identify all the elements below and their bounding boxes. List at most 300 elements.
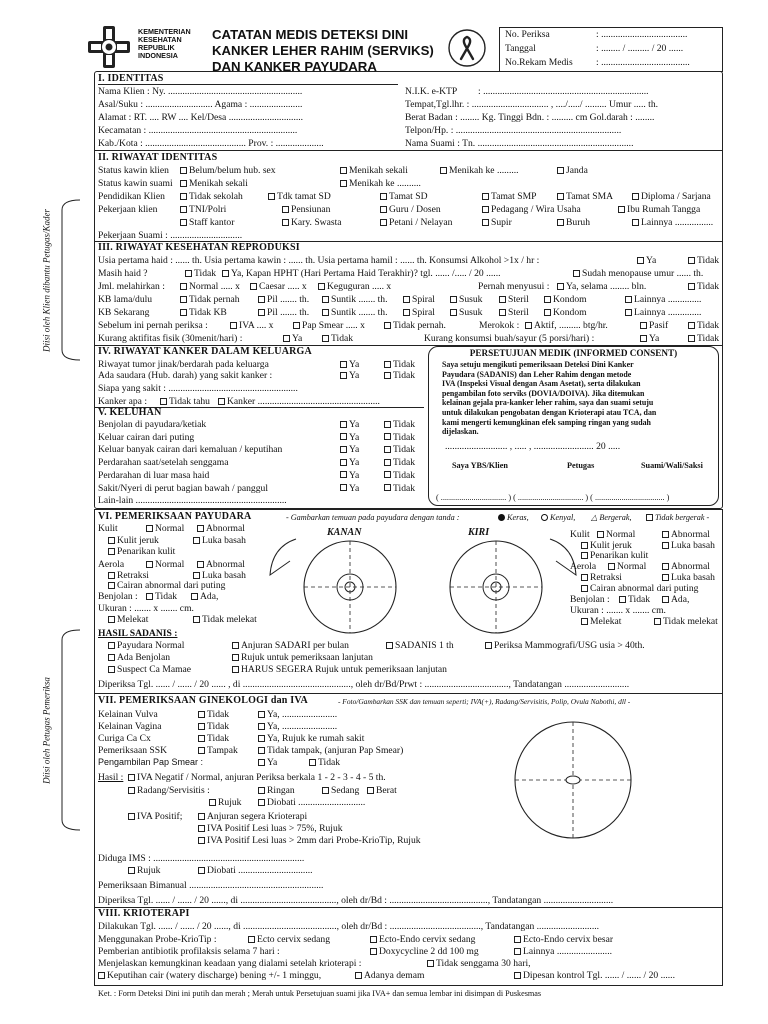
opt-pap-tidak[interactable] bbox=[309, 757, 340, 768]
opt-lainnya-pekerjaan[interactable] bbox=[632, 217, 713, 228]
checkbox[interactable] bbox=[581, 574, 588, 581]
breast-diagram-right[interactable] bbox=[262, 535, 422, 635]
opt-tidak-tahu[interactable] bbox=[160, 396, 210, 407]
checkbox[interactable] bbox=[384, 471, 391, 478]
opt-menikah-ke[interactable] bbox=[440, 165, 519, 176]
opt-aktif-tidak[interactable] bbox=[322, 333, 353, 344]
checkbox[interactable] bbox=[258, 296, 265, 303]
opt-lesi-2mm[interactable] bbox=[198, 835, 421, 846]
checkbox[interactable] bbox=[662, 596, 669, 603]
nama-klien-field[interactable]: Nama Klien : Ny. ........................................................ bbox=[98, 86, 303, 97]
checkbox[interactable] bbox=[108, 666, 115, 673]
checkbox[interactable] bbox=[185, 270, 192, 277]
checkbox[interactable] bbox=[230, 322, 237, 329]
opt-keluhan-ya[interactable] bbox=[340, 432, 359, 443]
opt-keluhan-tidak[interactable] bbox=[384, 432, 415, 443]
opt-harus-rujuk[interactable] bbox=[232, 664, 447, 675]
checkbox[interactable] bbox=[525, 322, 532, 329]
opt-anjuran-sadari[interactable] bbox=[232, 640, 349, 651]
checkbox[interactable] bbox=[282, 206, 289, 213]
checkbox[interactable] bbox=[258, 747, 265, 754]
checkbox[interactable] bbox=[632, 219, 639, 226]
checkbox[interactable] bbox=[180, 193, 187, 200]
checkbox[interactable] bbox=[485, 642, 492, 649]
checkbox[interactable] bbox=[499, 309, 506, 316]
checkbox[interactable] bbox=[293, 322, 300, 329]
opt-luka-basah2-right[interactable] bbox=[662, 572, 715, 583]
checkbox[interactable] bbox=[482, 219, 489, 226]
opt-antibiotik-lainnya[interactable] bbox=[514, 946, 612, 957]
opt-keguguran[interactable] bbox=[318, 281, 391, 292]
checkbox[interactable] bbox=[197, 561, 204, 568]
checkbox[interactable] bbox=[180, 206, 187, 213]
opt-keputihan[interactable] bbox=[98, 970, 321, 981]
opt-menikah-sekali[interactable] bbox=[340, 165, 408, 176]
berat-tinggi-field[interactable]: Berat Badan : ........ Kg. Tinggi Bdn. : ......... cm Gol.darah : ........ bbox=[405, 112, 655, 123]
checkbox[interactable] bbox=[619, 596, 626, 603]
checkbox[interactable] bbox=[573, 270, 580, 277]
opt-normal[interactable] bbox=[180, 281, 240, 292]
checkbox[interactable] bbox=[209, 799, 216, 806]
checkbox[interactable] bbox=[386, 642, 393, 649]
opt-sadanis-1th[interactable] bbox=[386, 640, 454, 651]
ginekologi-diperiksa-field[interactable]: Diperiksa Tgl. ...... / ...... / 20 ......, di ........................................, oleh dr/Bd : ........................................., Tandatangan ............................. bbox=[98, 895, 614, 906]
opt-dipesan-kontrol[interactable] bbox=[514, 970, 675, 981]
opt-penarikan-left[interactable] bbox=[108, 546, 175, 557]
checkbox[interactable] bbox=[268, 193, 275, 200]
opt-vulva-ya[interactable] bbox=[258, 709, 337, 720]
checkbox[interactable] bbox=[637, 257, 644, 264]
checkbox[interactable] bbox=[514, 948, 521, 955]
opt-menyusui-ya[interactable] bbox=[557, 281, 646, 292]
checkbox[interactable] bbox=[370, 948, 377, 955]
opt-benjolan-tidak-right[interactable] bbox=[619, 594, 650, 605]
opt-alkohol-tidak[interactable] bbox=[688, 255, 719, 266]
checkbox[interactable] bbox=[370, 936, 377, 943]
checkbox[interactable] bbox=[218, 398, 225, 405]
checkbox[interactable] bbox=[482, 206, 489, 213]
opt-benjolan-tidak-left[interactable] bbox=[146, 591, 177, 602]
bimanual-field[interactable]: Pemeriksaan Bimanual ........................................................ bbox=[98, 880, 324, 891]
opt-tidak-melekat-right[interactable] bbox=[654, 616, 718, 627]
checkbox[interactable] bbox=[340, 421, 347, 428]
checkbox[interactable] bbox=[198, 813, 205, 820]
opt-demam[interactable] bbox=[355, 970, 424, 981]
checkbox[interactable] bbox=[108, 654, 115, 661]
checkbox[interactable] bbox=[662, 531, 669, 538]
dilakukan-field[interactable]: Dilakukan Tgl. ...... / ...... / 20 ......, di ......................................., oleh dr/Bd : ......................................, Tandatangan .......................... bbox=[98, 921, 600, 932]
checkbox[interactable] bbox=[514, 936, 521, 943]
opt-aktif-ya[interactable] bbox=[283, 333, 302, 344]
opt-kb-suntik[interactable] bbox=[322, 294, 388, 305]
opt-ringan[interactable] bbox=[258, 785, 295, 796]
opt-suami-menikah-sekali[interactable] bbox=[180, 178, 248, 189]
checkbox[interactable] bbox=[146, 525, 153, 532]
opt-vulva-tidak[interactable] bbox=[198, 709, 229, 720]
siapa-sakit-field[interactable]: Siapa yang sakit : ...................................................... bbox=[98, 383, 298, 394]
no-rekam-field[interactable]: : ..................................... bbox=[596, 57, 690, 68]
opt-alkohol-ya[interactable] bbox=[637, 255, 656, 266]
pekerjaan-suami-field[interactable]: Pekerjaan Suami : .............................. bbox=[98, 230, 243, 241]
checkbox[interactable] bbox=[309, 759, 316, 766]
opt-tdk-tamat-sd[interactable] bbox=[268, 191, 331, 202]
opt-ada-benjolan[interactable] bbox=[108, 652, 170, 663]
opt-keluhan-ya[interactable] bbox=[340, 470, 359, 481]
opt-petani[interactable] bbox=[380, 217, 452, 228]
opt-keluhan-tidak[interactable] bbox=[384, 470, 415, 481]
opt-kbs-lainnya[interactable] bbox=[625, 307, 701, 318]
checkbox[interactable] bbox=[450, 296, 457, 303]
checkbox[interactable] bbox=[688, 322, 695, 329]
checkbox[interactable] bbox=[197, 525, 204, 532]
checkbox[interactable] bbox=[514, 972, 521, 979]
checkbox[interactable] bbox=[128, 867, 135, 874]
opt-curiga-ya-rujuk[interactable] bbox=[258, 733, 364, 744]
checkbox[interactable] bbox=[198, 723, 205, 730]
checkbox[interactable] bbox=[180, 296, 187, 303]
tanggal-field[interactable]: : ........ / ......... / 20 ...... bbox=[596, 43, 684, 54]
checkbox[interactable] bbox=[198, 867, 205, 874]
opt-berat[interactable] bbox=[367, 785, 397, 796]
opt-pap-ya[interactable] bbox=[258, 757, 277, 768]
opt-kb-susuk[interactable] bbox=[450, 294, 482, 305]
checkbox[interactable] bbox=[128, 774, 135, 781]
checkbox[interactable] bbox=[544, 309, 551, 316]
checkbox[interactable] bbox=[688, 283, 695, 290]
checkbox[interactable] bbox=[340, 167, 347, 174]
checkbox[interactable] bbox=[146, 593, 153, 600]
opt-kulit-normal-left[interactable] bbox=[146, 523, 184, 534]
opt-supir[interactable] bbox=[482, 217, 512, 228]
checkbox[interactable] bbox=[232, 666, 239, 673]
opt-kulit-jeruk-left[interactable] bbox=[108, 535, 159, 546]
checkbox[interactable] bbox=[322, 309, 329, 316]
opt-tidak-sekolah[interactable] bbox=[180, 191, 243, 202]
opt-ssk-tidak-tampak[interactable] bbox=[258, 745, 403, 756]
checkbox[interactable] bbox=[557, 193, 564, 200]
checkbox[interactable] bbox=[499, 296, 506, 303]
opt-kbs-steril[interactable] bbox=[499, 307, 529, 318]
tempat-tgl-lahir-field[interactable]: Tempat,Tgl.lhr. : ................................ , ..../...../ ......... Umur ..... th. bbox=[405, 99, 659, 110]
checkbox[interactable] bbox=[427, 960, 434, 967]
opt-radang-diobati[interactable] bbox=[258, 797, 365, 808]
opt-haid-tidak[interactable] bbox=[185, 268, 216, 279]
opt-suami-menikah-ke[interactable] bbox=[340, 178, 421, 189]
opt-luka-basah-right[interactable] bbox=[662, 540, 715, 551]
opt-rujuk-lanjutan[interactable] bbox=[232, 652, 373, 663]
checkbox[interactable] bbox=[108, 537, 115, 544]
checkbox[interactable] bbox=[384, 372, 391, 379]
checkbox[interactable] bbox=[180, 283, 187, 290]
opt-pap-smear[interactable] bbox=[293, 320, 365, 331]
breast-diagram-left[interactable] bbox=[424, 535, 584, 635]
opt-keluhan-ya[interactable] bbox=[340, 419, 359, 430]
checkbox[interactable] bbox=[440, 167, 447, 174]
checkbox[interactable] bbox=[367, 787, 374, 794]
opt-kb-pil[interactable] bbox=[258, 294, 309, 305]
opt-tamat-sma[interactable] bbox=[557, 191, 613, 202]
checkbox[interactable] bbox=[544, 296, 551, 303]
opt-cairan-left[interactable] bbox=[108, 580, 225, 591]
checkbox[interactable] bbox=[632, 193, 639, 200]
checkbox[interactable] bbox=[193, 616, 200, 623]
checkbox[interactable] bbox=[654, 618, 661, 625]
checkbox[interactable] bbox=[322, 335, 329, 342]
checkbox[interactable] bbox=[380, 193, 387, 200]
checkbox[interactable] bbox=[380, 206, 387, 213]
opt-staff-kantor[interactable] bbox=[180, 217, 234, 228]
checkbox[interactable] bbox=[640, 335, 647, 342]
checkbox[interactable] bbox=[180, 309, 187, 316]
checkbox[interactable] bbox=[581, 585, 588, 592]
opt-aerola-normal-right[interactable] bbox=[608, 561, 646, 572]
checkbox[interactable] bbox=[193, 537, 200, 544]
checkbox[interactable] bbox=[340, 459, 347, 466]
consent-date-field[interactable]: .......................... , ..... , ......................... 20 ..... bbox=[445, 441, 621, 452]
opt-kb-steril[interactable] bbox=[499, 294, 529, 305]
opt-menopause[interactable] bbox=[573, 268, 703, 279]
payudara-diperiksa-field[interactable]: Diperiksa Tgl. ...... / ...... / 20 ...... , di ............................................., oleh dr/Bd/Prwt : ..................................., Tandatangan ........................... bbox=[98, 679, 630, 690]
opt-ibu-rumah-tangga[interactable] bbox=[618, 204, 700, 215]
opt-saudara-tidak[interactable] bbox=[384, 370, 415, 381]
opt-tumor-tidak[interactable] bbox=[384, 359, 415, 370]
checkbox[interactable] bbox=[232, 642, 239, 649]
lain-lain-field[interactable]: Lain-lain ............................................................... bbox=[98, 495, 287, 506]
checkbox[interactable] bbox=[258, 723, 265, 730]
opt-rokok-tidak[interactable] bbox=[688, 320, 719, 331]
opt-kulit-abnormal-left[interactable] bbox=[197, 523, 245, 534]
ukuran-field-right[interactable]: Ukuran : ....... x ....... cm. bbox=[570, 605, 666, 616]
checkbox[interactable] bbox=[662, 574, 669, 581]
checkbox[interactable] bbox=[403, 296, 410, 303]
checkbox[interactable] bbox=[384, 459, 391, 466]
opt-luka-basah-left[interactable] bbox=[193, 535, 246, 546]
opt-tni-polri[interactable] bbox=[180, 204, 226, 215]
checkbox[interactable] bbox=[108, 548, 115, 555]
opt-menyusui-tidak[interactable] bbox=[688, 281, 719, 292]
opt-haid-ya[interactable] bbox=[222, 268, 501, 279]
consent-signature-lines[interactable]: ( ................................ ) ( ................................ ) ( .................................. ) bbox=[436, 493, 670, 502]
checkbox[interactable] bbox=[198, 837, 205, 844]
checkbox[interactable] bbox=[180, 180, 187, 187]
ukuran-field-left[interactable]: Ukuran : ....... x ....... cm. bbox=[98, 603, 194, 614]
opt-melekat-right[interactable] bbox=[581, 616, 621, 627]
opt-pedagang[interactable] bbox=[482, 204, 581, 215]
ims-field[interactable]: Diduga IMS : ............................................................... bbox=[98, 853, 305, 864]
asal-agama-field[interactable]: Asal/Suku : ............................ Agama : ...................... bbox=[98, 99, 303, 110]
checkbox[interactable] bbox=[384, 322, 391, 329]
opt-radang-rujuk[interactable] bbox=[209, 797, 241, 808]
opt-kb-lainnya[interactable] bbox=[625, 294, 701, 305]
checkbox[interactable] bbox=[482, 193, 489, 200]
checkbox[interactable] bbox=[193, 572, 200, 579]
opt-suspect-ca[interactable] bbox=[108, 664, 191, 675]
opt-keluhan-ya[interactable] bbox=[340, 483, 359, 494]
opt-doxycycline[interactable] bbox=[370, 946, 479, 957]
opt-melekat-left[interactable] bbox=[108, 614, 148, 625]
checkbox[interactable] bbox=[450, 309, 457, 316]
checkbox[interactable] bbox=[322, 787, 329, 794]
opt-ecto-sedang[interactable] bbox=[248, 934, 330, 945]
checkbox[interactable] bbox=[662, 542, 669, 549]
opt-sedang[interactable] bbox=[322, 785, 359, 796]
opt-iva[interactable] bbox=[230, 320, 273, 331]
nik-field[interactable]: : ..................................................................... bbox=[478, 86, 649, 97]
checkbox[interactable] bbox=[403, 309, 410, 316]
checkbox[interactable] bbox=[557, 283, 564, 290]
opt-kbs-pil[interactable] bbox=[258, 307, 309, 318]
checkbox[interactable] bbox=[340, 361, 347, 368]
opt-keluhan-tidak[interactable] bbox=[384, 444, 415, 455]
opt-kb-tidak-pernah[interactable] bbox=[180, 294, 240, 305]
telpon-field[interactable]: Telpon/Hp. : ..................................................................... bbox=[405, 125, 622, 136]
checkbox[interactable] bbox=[340, 180, 347, 187]
opt-kbs-tidak[interactable] bbox=[180, 307, 227, 318]
opt-aerola-normal-left[interactable] bbox=[146, 559, 184, 570]
checkbox[interactable] bbox=[128, 813, 135, 820]
checkbox[interactable] bbox=[640, 322, 647, 329]
opt-ims-rujuk[interactable] bbox=[128, 865, 160, 876]
checkbox[interactable] bbox=[108, 616, 115, 623]
checkbox[interactable] bbox=[557, 219, 564, 226]
checkbox[interactable] bbox=[283, 335, 290, 342]
checkbox[interactable] bbox=[384, 484, 391, 491]
opt-cairan-right[interactable] bbox=[581, 583, 698, 594]
opt-tamat-smp[interactable] bbox=[482, 191, 536, 202]
checkbox[interactable] bbox=[198, 747, 205, 754]
opt-kbs-susuk[interactable] bbox=[450, 307, 482, 318]
opt-payudara-normal[interactable] bbox=[108, 640, 184, 651]
opt-keluhan-ya[interactable] bbox=[340, 444, 359, 455]
checkbox[interactable] bbox=[340, 446, 347, 453]
opt-ecto-endo-besar[interactable] bbox=[514, 934, 613, 945]
opt-mammografi[interactable] bbox=[485, 640, 645, 651]
checkbox[interactable] bbox=[160, 398, 167, 405]
opt-ssk-tampak[interactable] bbox=[198, 745, 238, 756]
opt-iva-negatif[interactable] bbox=[128, 772, 386, 783]
opt-pensiunan[interactable] bbox=[282, 204, 330, 215]
checkbox[interactable] bbox=[384, 433, 391, 440]
checkbox[interactable] bbox=[98, 972, 105, 979]
checkbox[interactable] bbox=[198, 735, 205, 742]
checkbox[interactable] bbox=[355, 972, 362, 979]
opt-tidak-melekat-left[interactable] bbox=[193, 614, 257, 625]
opt-belum-hub[interactable] bbox=[180, 165, 276, 176]
opt-buruh[interactable] bbox=[557, 217, 590, 228]
opt-tumor-ya[interactable] bbox=[340, 359, 359, 370]
checkbox[interactable] bbox=[340, 433, 347, 440]
kab-prov-field[interactable]: Kab./Kota : .......................................... Prov. : .................... bbox=[98, 138, 324, 149]
opt-kary-swasta[interactable] bbox=[282, 217, 342, 228]
checkbox[interactable] bbox=[340, 372, 347, 379]
checkbox[interactable] bbox=[688, 335, 695, 342]
checkbox[interactable] bbox=[318, 283, 325, 290]
opt-saudara-ya[interactable] bbox=[340, 370, 359, 381]
kecamatan-field[interactable]: Kecamatan : .............................................................. bbox=[98, 125, 298, 136]
opt-radang[interactable] bbox=[128, 785, 210, 796]
checkbox[interactable] bbox=[340, 484, 347, 491]
opt-kbs-kondom[interactable] bbox=[544, 307, 587, 318]
checkbox[interactable] bbox=[180, 167, 187, 174]
checkbox[interactable] bbox=[597, 531, 604, 538]
opt-ecto-endo-sedang[interactable] bbox=[370, 934, 475, 945]
checkbox[interactable] bbox=[384, 421, 391, 428]
opt-keluhan-tidak[interactable] bbox=[384, 483, 415, 494]
opt-diploma[interactable] bbox=[632, 191, 711, 202]
opt-tidak-senggama[interactable] bbox=[427, 958, 531, 969]
opt-vagina-tidak[interactable] bbox=[198, 721, 229, 732]
checkbox[interactable] bbox=[258, 711, 265, 718]
opt-kulit-normal-right[interactable] bbox=[597, 529, 635, 540]
checkbox[interactable] bbox=[258, 799, 265, 806]
checkbox[interactable] bbox=[340, 471, 347, 478]
checkbox[interactable] bbox=[581, 618, 588, 625]
checkbox[interactable] bbox=[384, 361, 391, 368]
checkbox[interactable] bbox=[625, 309, 632, 316]
opt-iva-positif[interactable] bbox=[128, 811, 182, 822]
opt-retraksi-right[interactable] bbox=[581, 572, 622, 583]
checkbox[interactable] bbox=[282, 219, 289, 226]
checkbox[interactable] bbox=[108, 582, 115, 589]
opt-guru-dosen[interactable] bbox=[380, 204, 441, 215]
checkbox[interactable] bbox=[625, 296, 632, 303]
checkbox[interactable] bbox=[198, 825, 205, 832]
checkbox[interactable] bbox=[581, 552, 588, 559]
opt-keluhan-ya[interactable] bbox=[340, 457, 359, 468]
checkbox[interactable] bbox=[108, 642, 115, 649]
checkbox[interactable] bbox=[250, 283, 257, 290]
checkbox[interactable] bbox=[258, 309, 265, 316]
opt-benjolan-ada-right[interactable] bbox=[662, 594, 689, 605]
opt-buah-ya[interactable] bbox=[640, 333, 659, 344]
alamat-field[interactable]: Alamat : RT. .... RW .... Kel/Desa ............................... bbox=[98, 112, 304, 123]
opt-kb-kondom[interactable] bbox=[544, 294, 587, 305]
checkbox[interactable] bbox=[128, 787, 135, 794]
checkbox[interactable] bbox=[258, 787, 265, 794]
checkbox[interactable] bbox=[232, 654, 239, 661]
opt-tidak-pernah[interactable] bbox=[384, 320, 446, 331]
opt-benjolan-ada-left[interactable] bbox=[191, 591, 218, 602]
checkbox[interactable] bbox=[608, 563, 615, 570]
opt-lesi-75[interactable] bbox=[198, 823, 343, 834]
checkbox[interactable] bbox=[688, 257, 695, 264]
checkbox[interactable] bbox=[258, 759, 265, 766]
opt-penarikan-right[interactable] bbox=[581, 550, 648, 561]
opt-vagina-ya[interactable] bbox=[258, 721, 337, 732]
opt-ims-diobati[interactable] bbox=[198, 865, 313, 876]
checkbox[interactable] bbox=[380, 219, 387, 226]
opt-aerola-abnormal-right[interactable] bbox=[662, 561, 710, 572]
checkbox[interactable] bbox=[146, 561, 153, 568]
checkbox[interactable] bbox=[258, 735, 265, 742]
checkbox[interactable] bbox=[108, 572, 115, 579]
opt-kbs-spiral[interactable] bbox=[403, 307, 435, 318]
checkbox[interactable] bbox=[662, 563, 669, 570]
opt-caesar[interactable] bbox=[250, 281, 307, 292]
opt-aerola-abnormal-left[interactable] bbox=[197, 559, 245, 570]
opt-rokok-aktif[interactable] bbox=[525, 320, 608, 331]
opt-rokok-pasif[interactable] bbox=[640, 320, 668, 331]
usia-haid-kawin-hamil-field[interactable]: Usia pertama haid : ...... th. Usia pertama kawin : ...... th. Usia pertama hamil : ...... th. Konsumsi Alkohol >1x / hr : bbox=[98, 255, 540, 266]
checkbox[interactable] bbox=[557, 167, 564, 174]
checkbox[interactable] bbox=[180, 219, 187, 226]
opt-krioterapi[interactable] bbox=[198, 811, 307, 822]
checkbox[interactable] bbox=[248, 936, 255, 943]
nama-suami-field[interactable]: Nama Suami : Tn. ................................................................. bbox=[405, 138, 634, 149]
opt-janda[interactable] bbox=[557, 165, 588, 176]
checkbox[interactable] bbox=[198, 711, 205, 718]
opt-curiga-tidak[interactable] bbox=[198, 733, 229, 744]
